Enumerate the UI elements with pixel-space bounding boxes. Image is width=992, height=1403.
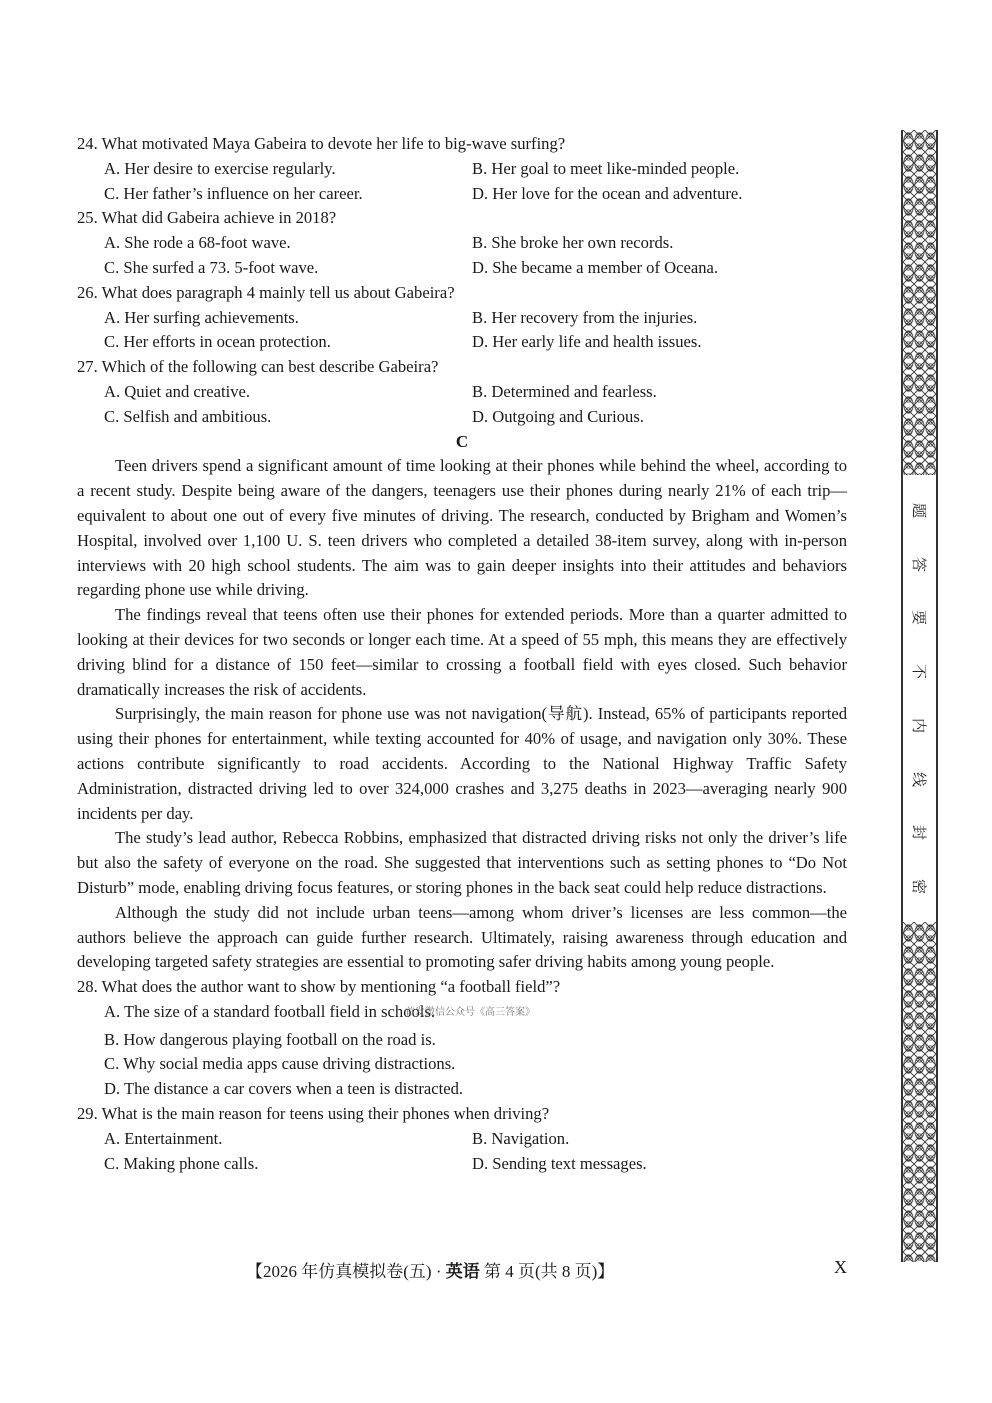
passage-paragraph-1: Teen drivers spend a significant amount of time looking at their phones while behind the wheel, according to a recent study. Despite being aware of the dangers, teenagers use their phones during nearly 21% of each trip—equivalent to about one out of every five minutes of driving. The research, conducted by Brigham and Women’s Hospital, involved over 1,100 U. S. teen drivers who completed a detailed 38-item survey, along with in-person interviews with 20 high school students. The aim was to gain deeper insights into their attitudes and behaviors regarding phone use while driving. xyxy=(77,456,847,600)
option-c[interactable]: C. Making phone calls. xyxy=(104,1153,259,1173)
option-a[interactable]: A. She rode a 68-foot wave. xyxy=(104,233,291,253)
seal-notice xyxy=(903,475,936,922)
footer-page-number: 第 4 页(共 8 页)】 xyxy=(479,1262,615,1281)
option-b[interactable]: B. Determined and fearless. xyxy=(472,381,657,401)
option-d[interactable]: D. Sending text messages. xyxy=(472,1153,647,1173)
option-d[interactable]: D. Outgoing and Curious. xyxy=(472,406,644,426)
question-stem: 27. Which of the following can best describe Gabeira? xyxy=(77,357,439,377)
option-d[interactable]: D. Her love for the ocean and adventure. xyxy=(472,183,743,203)
question-stem: 26. What does paragraph 4 mainly tell us about Gabeira? xyxy=(77,282,455,302)
question-24 xyxy=(77,132,847,206)
footer-subject: 英语 xyxy=(445,1262,480,1281)
question-29 xyxy=(77,1102,847,1176)
options xyxy=(77,1127,847,1177)
seal-line-strip xyxy=(901,130,938,1262)
passage-paragraph-3: Surprisingly, the main reason for phone use was not navigation(导航). Instead, 65% of participants reported using their phones for entertainment, while texting accounted for 40% of usage, and navigation only 30%. These actions contribute significantly to road accidents. According to the National Highway Traffic Safety Administration, distracted driving led to over 324,000 crashes and 3,275 deaths in 2023—averaging nearly 900 incidents per day. xyxy=(77,704,847,823)
question-stem: 28. What does the author want to show by mentioning “a football field”? xyxy=(77,977,561,997)
decorative-pattern-top xyxy=(903,130,936,475)
passage-paragraph-2: The findings reveal that teens often use their phones for extended periods. More than a quarter admitted to looking at their devices for two seconds or longer each time. At a speed of 55 mph, this means they are effectively driving blind for a distance of 150 feet—similar to crossing a football field with eyes closed. Such behavior dramatically increases the risk of accidents. xyxy=(77,605,847,699)
option-c[interactable]: C. Why social media apps cause driving distractions. xyxy=(104,1054,456,1074)
option-d[interactable]: D. The distance a car covers when a teen is distracted. xyxy=(104,1079,464,1099)
options xyxy=(77,231,847,281)
seal-char: 封 xyxy=(909,825,928,841)
option-a[interactable]: A. Entertainment. xyxy=(104,1128,223,1148)
option-d[interactable]: D. She became a member of Oceana. xyxy=(472,257,719,277)
option-a[interactable]: A. Quiet and creative. xyxy=(104,381,251,401)
seal-char: 要 xyxy=(909,610,928,626)
question-stem: 24. What motivated Maya Gabeira to devote her life to big-wave surfing? xyxy=(77,134,566,153)
decorative-pattern-bottom xyxy=(903,922,936,1262)
question-25 xyxy=(77,206,847,280)
option-b[interactable]: B. Her recovery from the injuries. xyxy=(472,307,698,327)
question-stem: 29. What is the main reason for teens using their phones when driving? xyxy=(77,1104,550,1124)
options xyxy=(77,1000,847,1102)
reading-passage xyxy=(77,454,847,975)
page-footer xyxy=(246,1257,847,1282)
option-c[interactable]: C. She surfed a 73. 5-foot wave. xyxy=(104,257,319,277)
passage-paragraph-5: Although the study did not include urban teens—among whom driver’s licenses are less common—the authors believe the approach can guide further research. Ultimately, raising awareness through education and developing targeted safety strategies are essential to promoting safer driving habits among young people. xyxy=(77,902,847,972)
option-a[interactable]: A. The size of a standard football field in schools.首发微信公众号《高三答案》 xyxy=(104,1001,536,1021)
option-a[interactable]: A. Her surfing achievements. xyxy=(104,307,299,327)
option-d[interactable]: D. Her early life and health issues. xyxy=(472,332,702,352)
question-26 xyxy=(77,281,847,355)
option-b[interactable]: B. How dangerous playing football on the road is. xyxy=(104,1029,436,1049)
option-b[interactable]: B. Her goal to meet like-minded people. xyxy=(472,158,740,178)
footer-version-mark: X xyxy=(834,1257,847,1277)
question-28 xyxy=(77,975,847,1102)
question-27 xyxy=(77,355,847,429)
question-stem: 25. What did Gabeira achieve in 2018? xyxy=(77,208,337,228)
options xyxy=(77,306,847,356)
watermark: 首发微信公众号《高三答案》 xyxy=(405,1006,536,1018)
footer-exam-title: 【2026 年仿真模拟卷(五) · xyxy=(246,1262,446,1281)
options xyxy=(77,380,847,430)
page-content xyxy=(77,132,847,1176)
option-b[interactable]: B. She broke her own records. xyxy=(472,233,674,253)
options xyxy=(77,157,847,207)
option-b[interactable]: B. Navigation. xyxy=(472,1128,570,1148)
option-a[interactable]: A. Her desire to exercise regularly. xyxy=(104,158,336,178)
seal-char: 内 xyxy=(909,717,928,733)
passage-paragraph-4: The study’s lead author, Rebecca Robbins, emphasized that distracted driving risks not only the driver’s life but also the safety of everyone on the road. She suggested that interventions such as setting phones to “Do Not Disturb” mode, enabling driving focus features, or storing phones in the back seat could help reduce distractions. xyxy=(77,828,847,897)
option-c[interactable]: C. Her efforts in ocean protection. xyxy=(104,332,331,352)
seal-char: 线 xyxy=(909,771,928,787)
option-c[interactable]: C. Selfish and ambitious. xyxy=(104,406,272,426)
seal-char: 密 xyxy=(909,878,928,894)
seal-char: 不 xyxy=(909,664,928,680)
section-title: C xyxy=(455,431,469,451)
seal-char: 题 xyxy=(909,502,928,519)
option-c[interactable]: C. Her father’s influence on her career. xyxy=(104,183,363,203)
seal-char: 答 xyxy=(909,556,928,572)
